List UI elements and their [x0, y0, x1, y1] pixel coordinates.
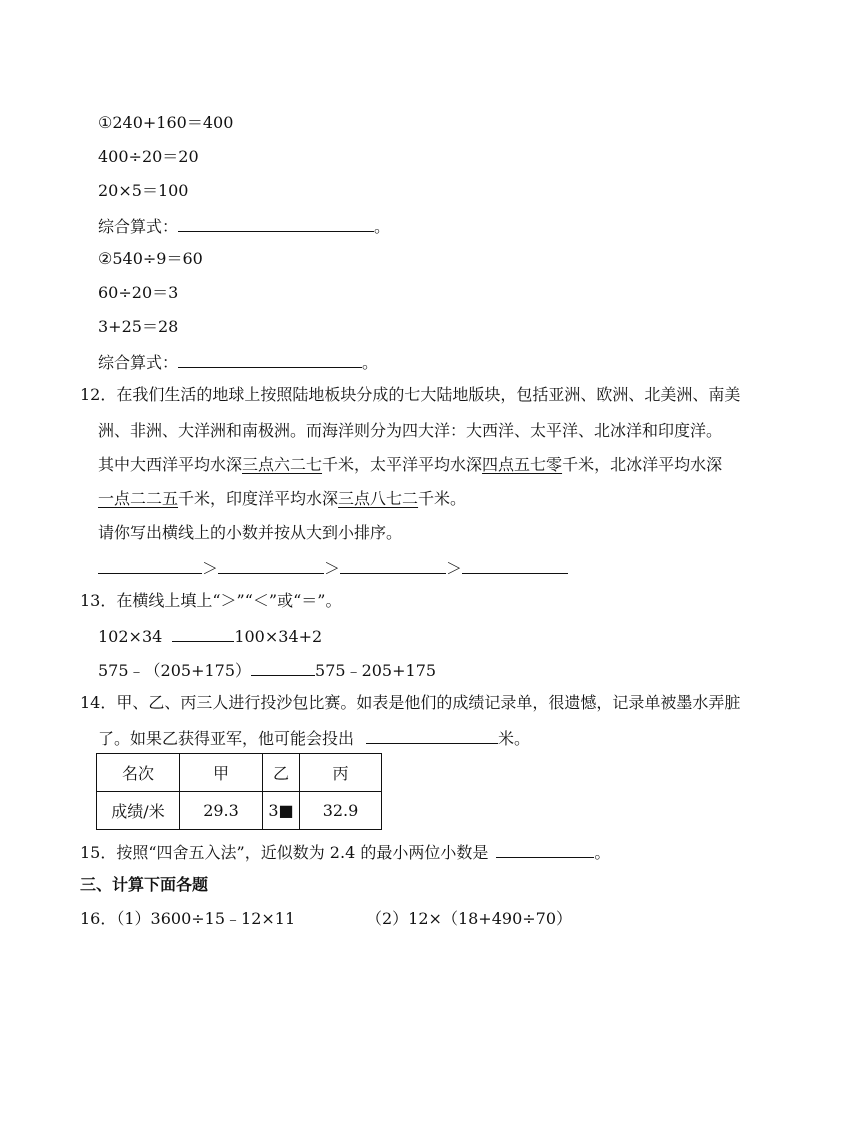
end-mark: 。	[362, 353, 379, 372]
text-segment: 米。	[498, 729, 531, 748]
q11-step1-line3: 20×5＝100	[98, 181, 189, 200]
q13-expr2	[98, 659, 436, 681]
q16-part2: （2）12×（18+490÷70）	[366, 909, 573, 928]
q11-step2-line2: 60÷20＝3	[98, 283, 179, 302]
underlined-number: 四点五七零	[482, 455, 563, 474]
expression-right: 100×34+2	[234, 627, 323, 646]
table-cell: 丙	[300, 754, 382, 792]
text-segment: 其中大西洋平均水深	[98, 455, 243, 474]
text-segment: 千米，太平洋平均水深	[322, 455, 483, 474]
q12-ordering-blanks	[98, 557, 568, 579]
greater-than-sign: ＞	[446, 559, 463, 578]
answer-blank[interactable]	[340, 557, 446, 574]
q12-line5: 请你写出横线上的小数并按从大到小排序。	[98, 523, 403, 542]
table-row	[97, 754, 382, 792]
text-segment: 千米，北冰洋平均水深	[562, 455, 723, 474]
text-segment: 15．按照“四舍五入法”，近似数为 2.4 的最小两位小数是	[80, 843, 489, 862]
text-segment: 。	[594, 843, 611, 862]
expression-right: 575﹣205+175	[315, 661, 437, 680]
greater-than-sign: ＞	[324, 559, 341, 578]
q15-line	[80, 841, 610, 863]
expression-left: 575﹣（205+175）	[98, 661, 252, 680]
q14-line1: 14．甲、乙、丙三人进行投沙包比赛。如表是他们的成绩记录单，很遗憾，记录单被墨水弄脏	[80, 693, 741, 712]
q12-line3	[98, 455, 722, 475]
q13-expr1	[98, 625, 322, 647]
underlined-number: 三点六二七	[242, 455, 323, 474]
q14-line2	[98, 727, 530, 749]
expression-left: 102×34	[98, 627, 163, 646]
answer-blank[interactable]	[98, 557, 202, 574]
q11-step1-line2: 400÷20＝20	[98, 147, 199, 166]
q13-line1: 13．在横线上填上“＞”“＜”或“＝”。	[80, 591, 342, 610]
answer-blank[interactable]	[462, 557, 568, 574]
q11-step2-line1: ②540÷9＝60	[98, 249, 203, 268]
section-title: 三、计算下面各题	[80, 875, 209, 894]
q11-formula1	[98, 215, 390, 237]
q12-line1: 12．在我们生活的地球上按照陆地板块分成的七大陆地版块，包括亚洲、欧洲、北美洲、南美	[80, 385, 741, 404]
underlined-number: 三点八七二	[338, 489, 419, 508]
answer-blank[interactable]	[178, 215, 374, 232]
score-table	[96, 753, 382, 830]
answer-blank[interactable]	[218, 557, 324, 574]
text-segment: 了。如果乙获得亚军，他可能会投出	[98, 729, 355, 748]
table-cell: 32.9	[300, 792, 382, 830]
text-segment: 千米，印度洋平均水深	[178, 489, 339, 508]
table-cell: 名次	[97, 754, 180, 792]
q12-line4	[98, 489, 466, 509]
formula-label: 综合算式：	[98, 217, 179, 236]
compare-blank[interactable]	[251, 659, 315, 676]
underlined-number: 一点二二五	[98, 489, 179, 508]
formula-label: 综合算式：	[98, 353, 179, 372]
table-cell: 成绩/米	[97, 792, 180, 830]
answer-blank[interactable]	[178, 351, 362, 368]
table-cell: 甲	[180, 754, 263, 792]
q11-step1-line1: ①240+160＝400	[98, 113, 234, 132]
q16-part1: 16．（1）3600÷15﹣12×11	[80, 909, 296, 928]
answer-blank[interactable]	[496, 841, 594, 858]
text-segment: 千米。	[418, 489, 467, 508]
q11-formula2	[98, 351, 378, 373]
table-row	[97, 792, 382, 830]
answer-blank[interactable]	[366, 727, 498, 744]
q11-step2-line3: 3+25＝28	[98, 317, 179, 336]
compare-blank[interactable]	[172, 625, 234, 642]
q12-line2: 洲、非洲、大洋洲和南极洲。而海洋则分为四大洋：大西洋、太平洋、北冰洋和印度洋。	[98, 421, 723, 440]
table-cell: 3■	[263, 792, 300, 830]
table-cell: 乙	[263, 754, 300, 792]
end-mark: 。	[374, 217, 391, 236]
table-cell: 29.3	[180, 792, 263, 830]
greater-than-sign: ＞	[202, 559, 219, 578]
